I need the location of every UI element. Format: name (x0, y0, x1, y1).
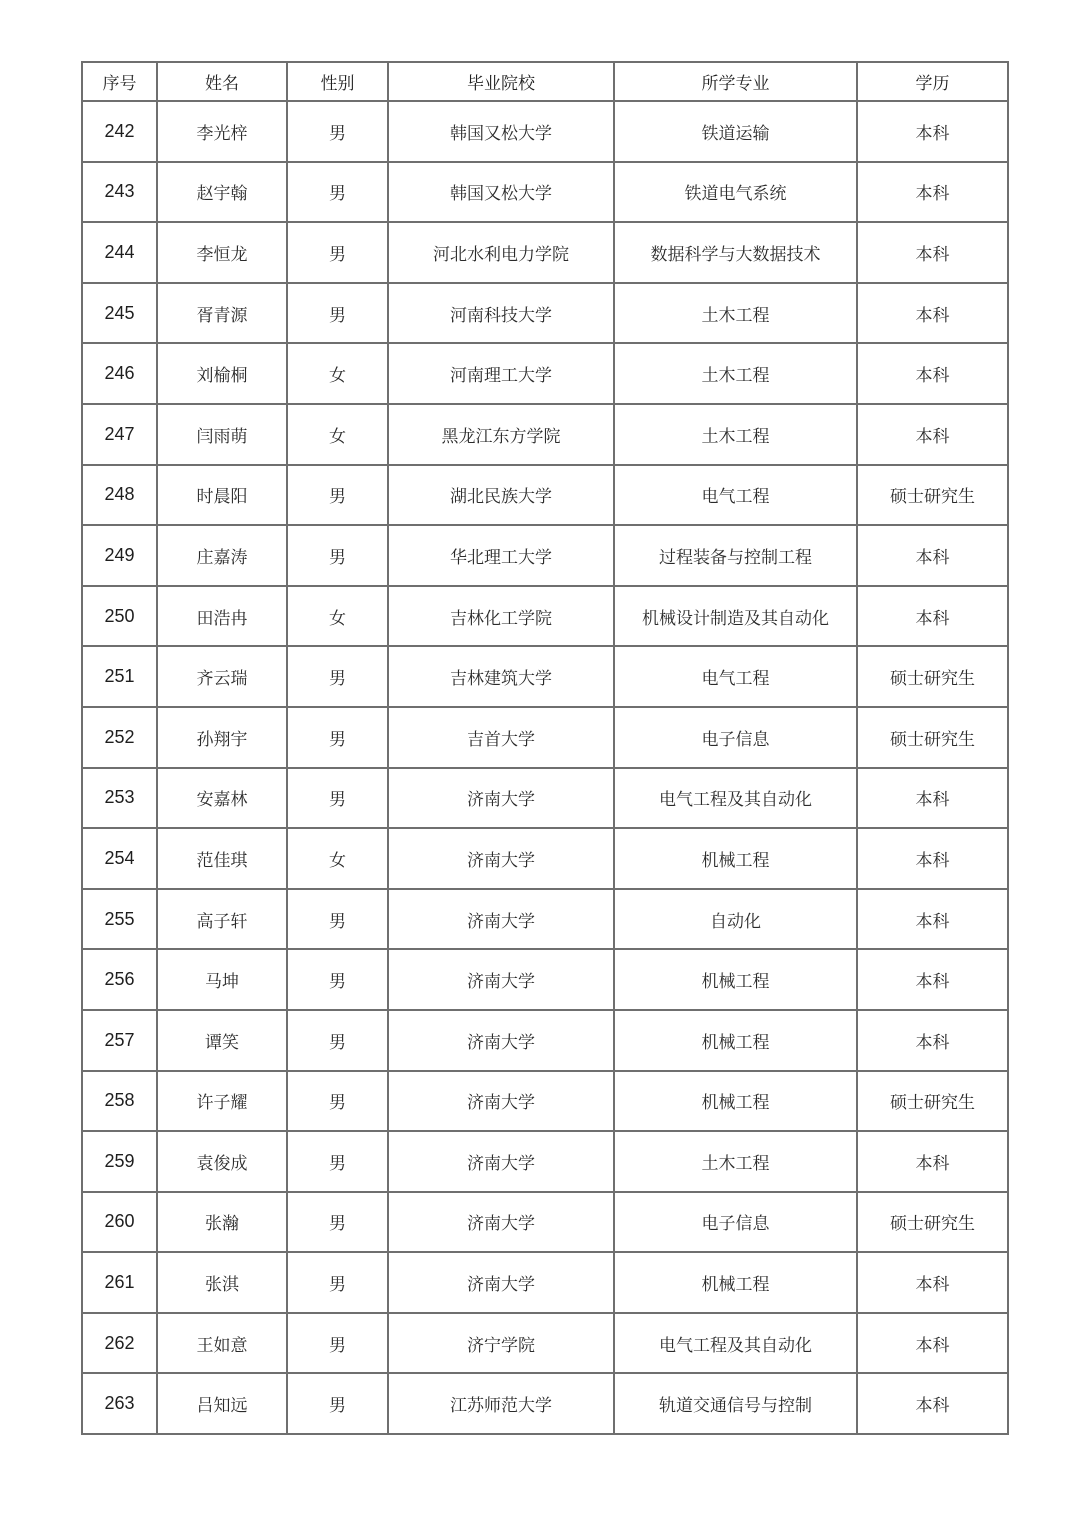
cell-name: 田浩冉 (157, 586, 287, 647)
cell-gender: 男 (287, 1071, 388, 1132)
cell-degree: 本科 (857, 101, 1008, 162)
cell-degree: 本科 (857, 222, 1008, 283)
table-body (82, 101, 1008, 1434)
cell-name: 许子耀 (157, 1071, 287, 1132)
table-row (82, 404, 1008, 465)
cell-index: 262 (82, 1313, 157, 1374)
cell-school: 济南大学 (388, 1131, 614, 1192)
cell-gender: 男 (287, 283, 388, 344)
table-row (82, 586, 1008, 647)
cell-name: 李光梓 (157, 101, 287, 162)
cell-degree: 本科 (857, 1010, 1008, 1071)
cell-index: 248 (82, 465, 157, 526)
cell-gender: 男 (287, 1192, 388, 1253)
cell-gender: 男 (287, 1373, 388, 1434)
cell-major: 电气工程及其自动化 (614, 1313, 857, 1374)
cell-degree: 本科 (857, 828, 1008, 889)
cell-major: 电气工程及其自动化 (614, 768, 857, 829)
cell-index: 263 (82, 1373, 157, 1434)
table-row (82, 1192, 1008, 1253)
cell-school: 济宁学院 (388, 1313, 614, 1374)
cell-name: 高子轩 (157, 889, 287, 950)
cell-name: 王如意 (157, 1313, 287, 1374)
cell-name: 袁俊成 (157, 1131, 287, 1192)
cell-major: 机械工程 (614, 949, 857, 1010)
cell-gender: 男 (287, 1010, 388, 1071)
cell-gender: 女 (287, 343, 388, 404)
cell-index: 253 (82, 768, 157, 829)
table-row (82, 828, 1008, 889)
cell-degree: 本科 (857, 1252, 1008, 1313)
cell-major: 过程装备与控制工程 (614, 525, 857, 586)
cell-degree: 硕士研究生 (857, 1071, 1008, 1132)
table-row (82, 525, 1008, 586)
cell-name: 胥青源 (157, 283, 287, 344)
cell-name: 刘榆桐 (157, 343, 287, 404)
cell-index: 250 (82, 586, 157, 647)
cell-index: 255 (82, 889, 157, 950)
header-cell-index: 序号 (82, 62, 157, 101)
cell-degree: 本科 (857, 586, 1008, 647)
cell-index: 258 (82, 1071, 157, 1132)
header-cell-school: 毕业院校 (388, 62, 614, 101)
cell-degree: 本科 (857, 1131, 1008, 1192)
table-row (82, 889, 1008, 950)
cell-name: 闫雨萌 (157, 404, 287, 465)
header-cell-major: 所学专业 (614, 62, 857, 101)
cell-major: 数据科学与大数据技术 (614, 222, 857, 283)
cell-school: 吉林化工学院 (388, 586, 614, 647)
cell-degree: 本科 (857, 404, 1008, 465)
cell-school: 黑龙江东方学院 (388, 404, 614, 465)
cell-gender: 男 (287, 162, 388, 223)
cell-gender: 女 (287, 404, 388, 465)
cell-index: 247 (82, 404, 157, 465)
cell-school: 济南大学 (388, 889, 614, 950)
cell-school: 吉林建筑大学 (388, 646, 614, 707)
cell-major: 电气工程 (614, 465, 857, 526)
cell-gender: 男 (287, 101, 388, 162)
cell-degree: 硕士研究生 (857, 707, 1008, 768)
cell-gender: 男 (287, 768, 388, 829)
table-row (82, 222, 1008, 283)
cell-name: 李恒龙 (157, 222, 287, 283)
table-row (82, 1071, 1008, 1132)
table-row (82, 768, 1008, 829)
cell-name: 张瀚 (157, 1192, 287, 1253)
cell-name: 范佳琪 (157, 828, 287, 889)
cell-school: 济南大学 (388, 1010, 614, 1071)
cell-gender: 男 (287, 707, 388, 768)
cell-gender: 女 (287, 586, 388, 647)
cell-major: 铁道电气系统 (614, 162, 857, 223)
cell-index: 245 (82, 283, 157, 344)
cell-school: 济南大学 (388, 1252, 614, 1313)
header-cell-degree: 学历 (857, 62, 1008, 101)
cell-index: 251 (82, 646, 157, 707)
cell-name: 孙翔宇 (157, 707, 287, 768)
cell-gender: 女 (287, 828, 388, 889)
cell-school: 吉首大学 (388, 707, 614, 768)
cell-degree: 硕士研究生 (857, 465, 1008, 526)
cell-degree: 本科 (857, 1373, 1008, 1434)
cell-major: 电子信息 (614, 707, 857, 768)
cell-gender: 男 (287, 1252, 388, 1313)
header-row (82, 62, 1008, 101)
table-row (82, 1313, 1008, 1374)
cell-name: 吕知远 (157, 1373, 287, 1434)
cell-school: 济南大学 (388, 1071, 614, 1132)
cell-index: 256 (82, 949, 157, 1010)
cell-index: 261 (82, 1252, 157, 1313)
cell-school: 华北理工大学 (388, 525, 614, 586)
cell-name: 庄嘉涛 (157, 525, 287, 586)
cell-school: 济南大学 (388, 768, 614, 829)
cell-index: 242 (82, 101, 157, 162)
cell-school: 河南理工大学 (388, 343, 614, 404)
cell-major: 机械设计制造及其自动化 (614, 586, 857, 647)
cell-gender: 男 (287, 949, 388, 1010)
cell-gender: 男 (287, 465, 388, 526)
cell-degree: 硕士研究生 (857, 1192, 1008, 1253)
cell-school: 济南大学 (388, 949, 614, 1010)
cell-degree: 本科 (857, 949, 1008, 1010)
cell-index: 260 (82, 1192, 157, 1253)
table-row (82, 283, 1008, 344)
cell-school: 韩国又松大学 (388, 101, 614, 162)
roster-table (81, 61, 1009, 1435)
cell-major: 轨道交通信号与控制 (614, 1373, 857, 1434)
cell-name: 赵宇翰 (157, 162, 287, 223)
cell-major: 机械工程 (614, 1071, 857, 1132)
cell-major: 土木工程 (614, 283, 857, 344)
cell-major: 电子信息 (614, 1192, 857, 1253)
cell-name: 谭笑 (157, 1010, 287, 1071)
table-row (82, 1373, 1008, 1434)
cell-school: 济南大学 (388, 828, 614, 889)
cell-gender: 男 (287, 889, 388, 950)
cell-major: 自动化 (614, 889, 857, 950)
cell-major: 土木工程 (614, 1131, 857, 1192)
table-row (82, 949, 1008, 1010)
table-row (82, 465, 1008, 526)
cell-index: 254 (82, 828, 157, 889)
cell-degree: 本科 (857, 343, 1008, 404)
cell-major: 机械工程 (614, 1252, 857, 1313)
cell-index: 257 (82, 1010, 157, 1071)
cell-degree: 本科 (857, 162, 1008, 223)
cell-index: 244 (82, 222, 157, 283)
cell-degree: 硕士研究生 (857, 646, 1008, 707)
cell-school: 河南科技大学 (388, 283, 614, 344)
cell-name: 齐云瑞 (157, 646, 287, 707)
cell-name: 安嘉林 (157, 768, 287, 829)
cell-gender: 男 (287, 525, 388, 586)
cell-index: 249 (82, 525, 157, 586)
table-row (82, 162, 1008, 223)
table-row (82, 646, 1008, 707)
header-cell-name: 姓名 (157, 62, 287, 101)
cell-index: 252 (82, 707, 157, 768)
cell-degree: 本科 (857, 768, 1008, 829)
cell-gender: 男 (287, 1131, 388, 1192)
table-row (82, 343, 1008, 404)
cell-school: 江苏师范大学 (388, 1373, 614, 1434)
header-cell-gender: 性别 (287, 62, 388, 101)
cell-name: 马坤 (157, 949, 287, 1010)
cell-major: 电气工程 (614, 646, 857, 707)
cell-index: 259 (82, 1131, 157, 1192)
table-row (82, 1131, 1008, 1192)
cell-school: 韩国又松大学 (388, 162, 614, 223)
table-row (82, 101, 1008, 162)
cell-degree: 本科 (857, 525, 1008, 586)
cell-degree: 本科 (857, 283, 1008, 344)
cell-major: 土木工程 (614, 343, 857, 404)
cell-major: 土木工程 (614, 404, 857, 465)
cell-major: 铁道运输 (614, 101, 857, 162)
cell-gender: 男 (287, 646, 388, 707)
cell-gender: 男 (287, 1313, 388, 1374)
table-row (82, 1252, 1008, 1313)
cell-name: 张淇 (157, 1252, 287, 1313)
cell-index: 246 (82, 343, 157, 404)
cell-name: 时晨阳 (157, 465, 287, 526)
table-row (82, 1010, 1008, 1071)
cell-gender: 男 (287, 222, 388, 283)
cell-degree: 本科 (857, 889, 1008, 950)
cell-major: 机械工程 (614, 828, 857, 889)
cell-school: 河北水利电力学院 (388, 222, 614, 283)
cell-degree: 本科 (857, 1313, 1008, 1374)
cell-major: 机械工程 (614, 1010, 857, 1071)
table-row (82, 707, 1008, 768)
cell-school: 湖北民族大学 (388, 465, 614, 526)
cell-school: 济南大学 (388, 1192, 614, 1253)
cell-index: 243 (82, 162, 157, 223)
